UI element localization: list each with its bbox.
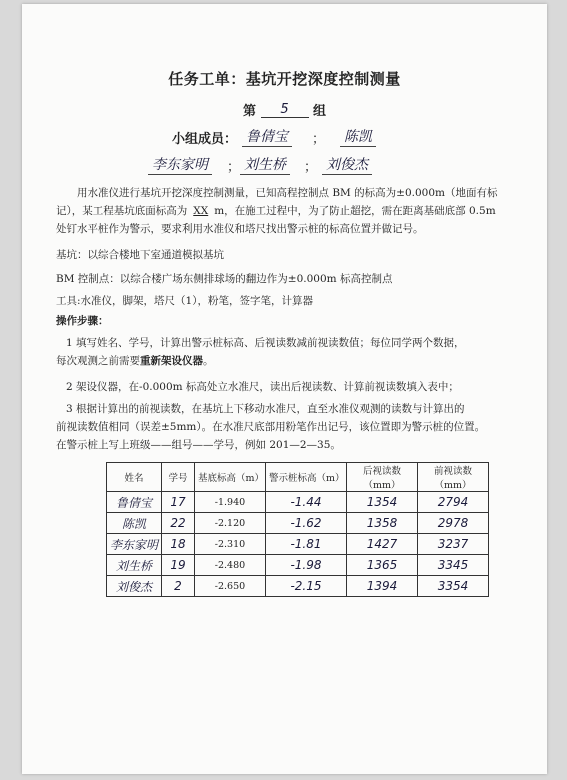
group-number: 5 bbox=[261, 102, 309, 118]
group-suffix: 组 bbox=[313, 104, 327, 119]
page-title: 任务工单：基坑开挖深度控制测量 bbox=[168, 70, 401, 88]
separator: ； bbox=[227, 160, 241, 175]
cell-student-id: 2 bbox=[162, 576, 195, 597]
cell-backsight: 1354 bbox=[347, 492, 418, 513]
header-warning-stake-elevation: 警示桩标高（m） bbox=[266, 463, 347, 492]
members-label: 小组成员： bbox=[172, 132, 238, 147]
member-name: 刘生桥 bbox=[240, 154, 290, 175]
table-row bbox=[107, 576, 489, 597]
header-name: 姓名 bbox=[107, 463, 162, 492]
worksheet-page bbox=[22, 4, 547, 774]
table-row bbox=[107, 513, 489, 534]
header-backsight: 后视读数（mm） bbox=[347, 463, 418, 492]
intro-line bbox=[56, 202, 526, 220]
table-row bbox=[107, 534, 489, 555]
cell-warning-elevation: -1.81 bbox=[266, 534, 347, 555]
step-text: 前视读数值相同（误差±5mm）。在水准尺底部用粉笔作出记号，该位置即为警示桩的位置。 bbox=[56, 421, 486, 433]
member-name: 鲁倩宝 bbox=[242, 126, 292, 147]
table-header-row bbox=[107, 463, 489, 492]
cell-foresight: 2978 bbox=[418, 513, 489, 534]
cell-name: 刘俊杰 bbox=[107, 576, 162, 597]
member-name: 陈凯 bbox=[340, 126, 376, 147]
step-text-part: 每次观测之前需要 bbox=[56, 355, 140, 367]
cell-base-elevation: -1.940 bbox=[195, 492, 266, 513]
tools-line: 工具:水准仪，脚架，塔尺（1），粉笔，签字笔，计算器 bbox=[56, 295, 313, 307]
cell-base-elevation: -2.650 bbox=[195, 576, 266, 597]
cell-foresight: 2794 bbox=[418, 492, 489, 513]
cell-name: 李东家明 bbox=[107, 534, 162, 555]
pit-elevation-blank: XX bbox=[193, 205, 209, 217]
intro-paragraph bbox=[56, 184, 526, 238]
group-line bbox=[22, 100, 547, 120]
member-name: 李东家明 bbox=[148, 154, 212, 175]
step-text: 1 填写姓名、学号，计算出警示桩标高、后视读数减前视读数值；每位同学两个数据， bbox=[66, 337, 465, 349]
separator: ； bbox=[304, 160, 318, 175]
cell-student-id: 22 bbox=[162, 513, 195, 534]
header-base-elevation: 基底标高（m） bbox=[195, 463, 266, 492]
step-text: 在警示桩上写上班级——组号——学号，例如 201—2—35。 bbox=[56, 439, 341, 451]
measurement-table bbox=[106, 462, 489, 597]
cell-base-elevation: -2.120 bbox=[195, 513, 266, 534]
cell-student-id: 19 bbox=[162, 555, 195, 576]
cell-backsight: 1358 bbox=[347, 513, 418, 534]
step-text: 3 根据计算出的前视读数，在基坑上下移动水准尺，直至水准仪观测的读数与计算出的 bbox=[66, 403, 465, 415]
cell-student-id: 18 bbox=[162, 534, 195, 555]
step-3 bbox=[56, 400, 526, 454]
header-foresight: 前视读数（mm） bbox=[418, 463, 489, 492]
cell-base-elevation: -2.310 bbox=[195, 534, 266, 555]
intro-text: m，在施工过程中，为了防止超挖，需在距离基础底部 0.5m bbox=[214, 205, 496, 217]
step-text-part: 。 bbox=[203, 355, 214, 367]
cell-warning-elevation: -1.44 bbox=[266, 492, 347, 513]
intro-line: 处钉水平桩作为警示，要求利用水准仪和塔尺找出警示桩的标高位置并做记号。 bbox=[56, 223, 424, 235]
cell-name: 陈凯 bbox=[107, 513, 162, 534]
header-student-id: 学号 bbox=[162, 463, 195, 492]
cell-warning-elevation: -1.98 bbox=[266, 555, 347, 576]
table-row bbox=[107, 492, 489, 513]
member-name: 刘俊杰 bbox=[322, 154, 372, 175]
cell-foresight: 3354 bbox=[418, 576, 489, 597]
step-1 bbox=[56, 334, 526, 370]
intro-text: 记），某工程基坑底面标高为 bbox=[56, 205, 188, 217]
cell-name: 刘生桥 bbox=[107, 555, 162, 576]
cell-base-elevation: -2.480 bbox=[195, 555, 266, 576]
step-text bbox=[56, 352, 526, 370]
cell-warning-elevation: -2.15 bbox=[266, 576, 347, 597]
cell-student-id: 17 bbox=[162, 492, 195, 513]
cell-warning-elevation: -1.62 bbox=[266, 513, 347, 534]
cell-backsight: 1365 bbox=[347, 555, 418, 576]
separator: ； bbox=[312, 132, 326, 147]
cell-foresight: 3237 bbox=[418, 534, 489, 555]
intro-line: 用水准仪进行基坑开挖深度控制测量，已知高程控制点 BM 的标高为±0.000m（地面有标 bbox=[77, 187, 498, 199]
steps-title: 操作步骤： bbox=[56, 315, 109, 327]
step-2: 2 架设仪器，在-0.000m 标高处立水准尺，读出后视读数、计算前视读数填入表中； bbox=[66, 381, 459, 393]
table-row bbox=[107, 555, 489, 576]
bm-line: BM 控制点：以综合楼广场东侧排球场的翻边作为±0.000m 标高控制点 bbox=[56, 273, 393, 285]
cell-backsight: 1427 bbox=[347, 534, 418, 555]
cell-foresight: 3345 bbox=[418, 555, 489, 576]
cell-backsight: 1394 bbox=[347, 576, 418, 597]
group-prefix: 第 bbox=[242, 104, 256, 119]
pit-line: 基坑：以综合楼地下室通道模拟基坑 bbox=[56, 249, 224, 261]
cell-name: 鲁倩宝 bbox=[107, 492, 162, 513]
emphasis-text: 重新架设仪器 bbox=[140, 355, 203, 367]
